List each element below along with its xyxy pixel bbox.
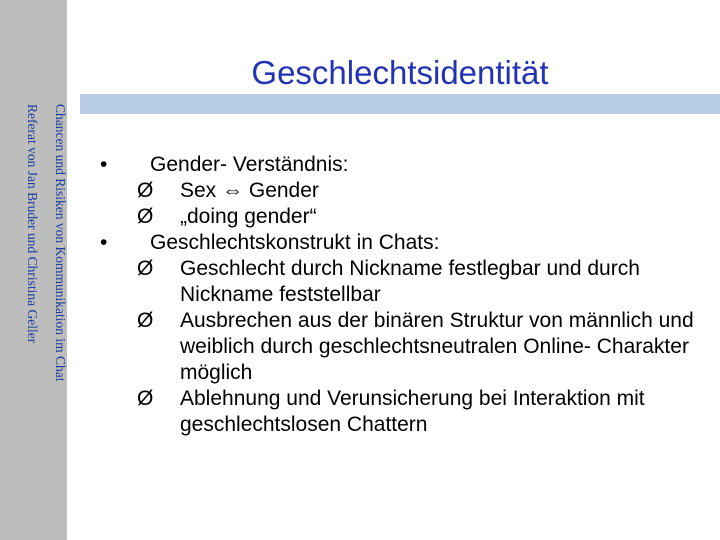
sub-bullet-item bbox=[100, 386, 700, 438]
title-underline-bar bbox=[80, 94, 720, 114]
sidebar bbox=[0, 0, 67, 540]
sub-bullet-text: Geschlecht durch Nickname festlegbar und durch Nickname feststellbar bbox=[180, 257, 640, 306]
bullet-item bbox=[100, 152, 700, 178]
bullet-dot-icon: • bbox=[100, 231, 108, 254]
bullet-dot-icon: • bbox=[100, 153, 108, 176]
sub-bullet-item bbox=[100, 256, 700, 308]
bullet-text: Gender- Verständnis: bbox=[150, 153, 349, 176]
sidebar-text bbox=[18, 104, 74, 381]
slide-title: Geschlechtsidentität bbox=[251, 54, 549, 91]
sub-bullet-item bbox=[100, 178, 700, 204]
bullet-item bbox=[100, 230, 700, 256]
arrow-bullet-icon: Ø bbox=[137, 257, 154, 280]
arrow-bullet-icon: Ø bbox=[137, 309, 154, 332]
arrow-bullet-icon: Ø bbox=[137, 205, 154, 228]
sub-bullet-text: Sex ⇔ Gender bbox=[180, 179, 319, 202]
sub-bullet-item bbox=[100, 204, 700, 230]
bullet-text: Geschlechtskonstrukt in Chats: bbox=[150, 231, 440, 254]
sub-bullet-text: Ablehnung und Verunsicherung bei Interaktion mit geschlechtslosen Chattern bbox=[180, 387, 645, 436]
sub-bullet-text: Ausbrechen aus der binären Struktur von männlich und weiblich durch geschlechtsneutralen Online- Charakter möglich bbox=[180, 309, 694, 384]
arrow-bullet-icon: Ø bbox=[137, 387, 154, 410]
bullet-list bbox=[100, 152, 700, 438]
sidebar-line-authors: Referat von Jan Bruder und Christina Geller bbox=[25, 104, 40, 344]
arrow-bullet-icon: Ø bbox=[137, 179, 154, 202]
sub-bullet-text: „doing gender“ bbox=[180, 205, 317, 228]
sidebar-line-topic: Chancen und Risiken von Kommunikation im Chat bbox=[53, 104, 68, 382]
sub-bullet-item bbox=[100, 308, 700, 386]
